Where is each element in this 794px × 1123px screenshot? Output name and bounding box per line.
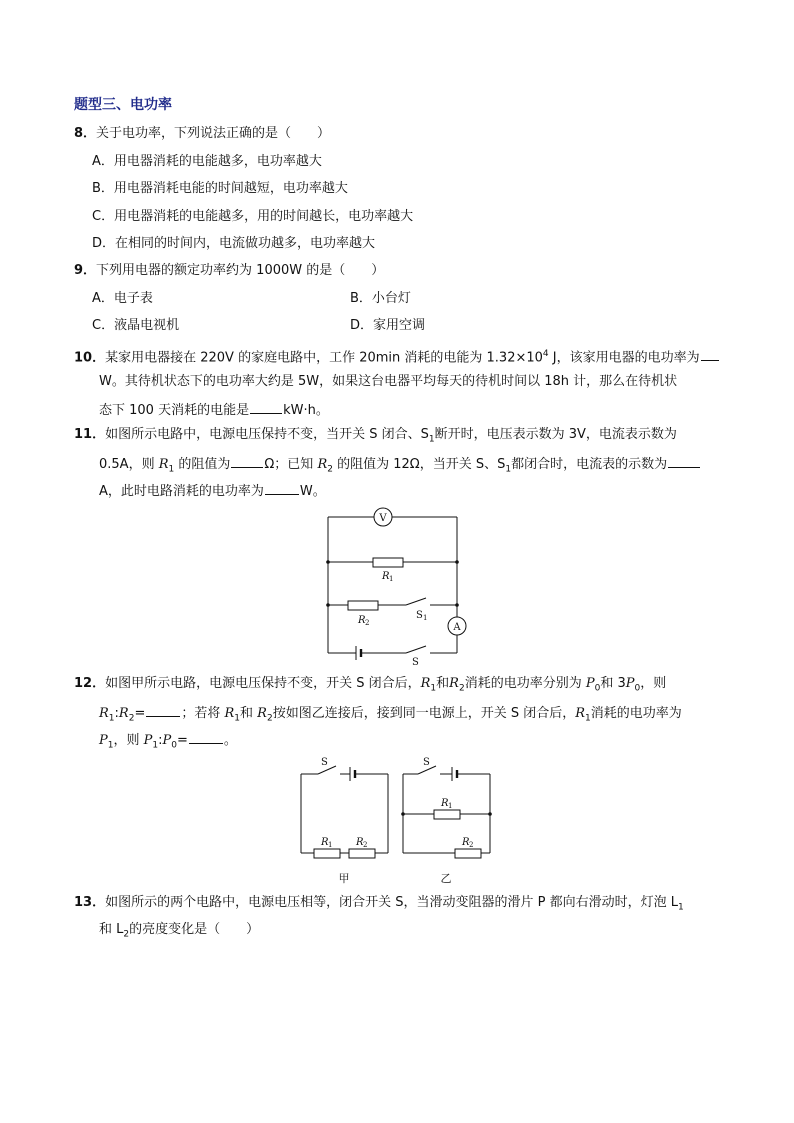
subscript: 2 <box>458 683 465 694</box>
q12-circuit-diagrams <box>292 752 502 888</box>
subscript: 2 <box>128 713 135 724</box>
var-p: P <box>625 676 635 691</box>
text: 的亮度变化是（ ） <box>129 922 260 937</box>
question-number: 8． <box>74 126 97 141</box>
text: 消耗的电功率为 <box>590 706 682 721</box>
q8-option-c[interactable]: C．用电器消耗的电能越多，用的时间越长，电功率越大 <box>92 209 414 224</box>
text: 如图甲所示电路，电源电压保持不变，开关 S 闭合后， <box>105 676 421 691</box>
question-number: 11． <box>74 427 106 442</box>
subscript: 1 <box>505 464 512 475</box>
question-text: 下列用电器的额定功率约为 1000W 的是（ ） <box>96 263 385 278</box>
text: 断开时，电压表示数为 3V，电流表示数为 <box>434 427 677 442</box>
r2-subscript: 2 <box>469 841 474 849</box>
s1-subscript: 1 <box>423 614 428 622</box>
voltmeter-label: V <box>379 513 387 524</box>
question-number: 12． <box>74 676 106 691</box>
q8-option-a[interactable]: A．用电器消耗的电能越多，电功率越大 <box>92 154 322 169</box>
text: 都闭合时，电流表的示数为 <box>511 457 668 472</box>
answer-blank[interactable] <box>668 455 700 468</box>
answer-blank[interactable] <box>189 731 223 744</box>
subscript: 1 <box>430 683 437 694</box>
question-9-stem <box>74 263 384 279</box>
switch-s-label: S <box>321 757 328 768</box>
var-r: R <box>575 706 586 721</box>
text: ；若将 <box>181 706 225 721</box>
subscript: 2 <box>266 713 273 724</box>
text: ，则 <box>113 733 144 748</box>
text: : <box>114 706 119 721</box>
question-11-line-1 <box>74 427 677 448</box>
subscript: 0 <box>634 683 641 694</box>
question-13-line-2 <box>99 922 259 943</box>
r1-subscript: 1 <box>389 575 394 583</box>
r1-label: R <box>441 798 449 809</box>
circuit-b <box>403 766 490 858</box>
answer-blank[interactable] <box>146 704 180 717</box>
r2-subscript: 2 <box>363 841 368 849</box>
var-r: R <box>317 457 328 472</box>
text: : <box>158 733 163 748</box>
section-title: 题型三、电功率 <box>74 97 172 113</box>
q9-option-c[interactable]: C．液晶电视机 <box>92 318 180 333</box>
text: 如图所示的两个电路中，电源电压相等，闭合开关 S，当滑动变阻器的滑片 P 都向右滑动时，灯泡 L <box>105 895 678 910</box>
var-p: P <box>99 733 108 748</box>
question-number: 13． <box>74 895 106 910</box>
answer-blank[interactable] <box>265 482 299 495</box>
question-10-line-2: W。其待机状态下的电功率大约是 5W，如果这台电器平均每天的待机时间以 18h 计，那么在待机状 <box>99 374 678 389</box>
r2-label: R <box>462 837 470 848</box>
q9-option-a[interactable]: A．电子表 <box>92 291 153 306</box>
subscript: 1 <box>152 740 159 751</box>
var-p: P <box>143 733 153 748</box>
text: 的阻值为 12Ω，当开关 S、S <box>332 457 506 472</box>
var-r: R <box>99 706 109 721</box>
text: 0.5A，则 <box>99 457 159 472</box>
text: 按如图乙连接后，接到同一电源上，开关 S 闭合后， <box>272 706 576 721</box>
text: 态下 100 天消耗的电能是 <box>99 403 250 418</box>
s1-label: S <box>416 610 423 621</box>
subscript: 1 <box>168 464 175 475</box>
q9-option-d[interactable]: D．家用空调 <box>350 318 426 333</box>
figure-a-label: 甲 <box>338 872 350 885</box>
subscript: 1 <box>428 434 435 445</box>
text: 消耗的电功率分别为 <box>464 676 586 691</box>
subscript: 1 <box>234 713 241 724</box>
r1-label: R <box>321 837 329 848</box>
text: 和 3 <box>600 676 626 691</box>
text: J，该家用电器的电功率为 <box>548 350 700 366</box>
r1-subscript: 1 <box>328 841 333 849</box>
r1-subscript: 1 <box>448 802 453 810</box>
subscript: 0 <box>594 683 601 694</box>
r2-label: R <box>358 615 366 626</box>
var-r: R <box>257 706 267 721</box>
text: 如图所示电路中，电源电压保持不变，当开关 S 闭合、S <box>105 427 429 442</box>
subscript: 0 <box>171 740 177 751</box>
answer-blank[interactable] <box>231 455 263 468</box>
subscript: 1 <box>585 713 591 724</box>
var-r: R <box>118 706 129 721</box>
var-r: R <box>158 457 169 472</box>
question-10-line-3 <box>99 401 329 419</box>
text: 。 <box>223 733 237 748</box>
text: 某家用电器接在 220V 的家庭电路中，工作 20min 消耗的电能为 1.32×10 <box>105 350 543 366</box>
r2-label: R <box>356 837 364 848</box>
text: 和 <box>436 676 450 691</box>
ammeter-label: A <box>453 622 461 633</box>
var-r: R <box>449 676 459 691</box>
r1-label: R <box>382 571 390 582</box>
q8-option-d[interactable]: D．在相同的时间内，电流做功越多，电功率越大 <box>92 236 376 251</box>
text: = <box>176 733 188 748</box>
question-11-line-2 <box>99 455 701 478</box>
var-p: P <box>162 733 172 748</box>
text: Ω；已知 <box>264 457 318 472</box>
text: = <box>134 706 146 721</box>
figure-b-label: 乙 <box>440 872 452 885</box>
question-11-line-3 <box>99 482 326 500</box>
question-10-line-1 <box>74 346 720 366</box>
text: W。 <box>299 484 326 499</box>
text: 和 L <box>99 922 124 937</box>
var-p: P <box>585 676 595 691</box>
question-number: 10． <box>74 350 106 366</box>
text: 和 <box>240 706 258 721</box>
q8-option-b[interactable]: B．用电器消耗电能的时间越短，电功率越大 <box>92 181 348 196</box>
question-12-line-1 <box>74 676 666 697</box>
s-label: S <box>412 657 419 668</box>
question-12-line-2 <box>99 704 682 727</box>
question-12-line-3 <box>99 731 237 754</box>
var-r: R <box>420 676 431 691</box>
subscript: 1 <box>107 740 114 751</box>
subscript: 1 <box>677 902 684 913</box>
text: A，此时电路消耗的电功率为 <box>99 484 264 499</box>
subscript: 2 <box>327 464 333 475</box>
question-text: 关于电功率，下列说法正确的是（ ） <box>96 126 331 141</box>
question-8-stem <box>74 126 330 142</box>
answer-blank[interactable] <box>250 401 282 414</box>
var-r: R <box>224 706 235 721</box>
question-13-line-1 <box>74 895 684 916</box>
text: 的阻值为 <box>174 457 231 472</box>
q11-circuit-diagram <box>318 505 473 670</box>
q9-option-b[interactable]: B．小台灯 <box>350 291 411 306</box>
subscript: 2 <box>123 929 130 940</box>
answer-blank[interactable] <box>701 348 719 361</box>
exponent: 4 <box>542 349 549 359</box>
r2-subscript: 2 <box>365 619 370 627</box>
question-number: 9． <box>74 263 97 278</box>
text: kW·h。 <box>283 403 329 418</box>
circuit-a <box>301 766 388 858</box>
subscript: 1 <box>108 713 115 724</box>
switch-s-label: S <box>423 757 430 768</box>
text: ，则 <box>640 676 667 691</box>
